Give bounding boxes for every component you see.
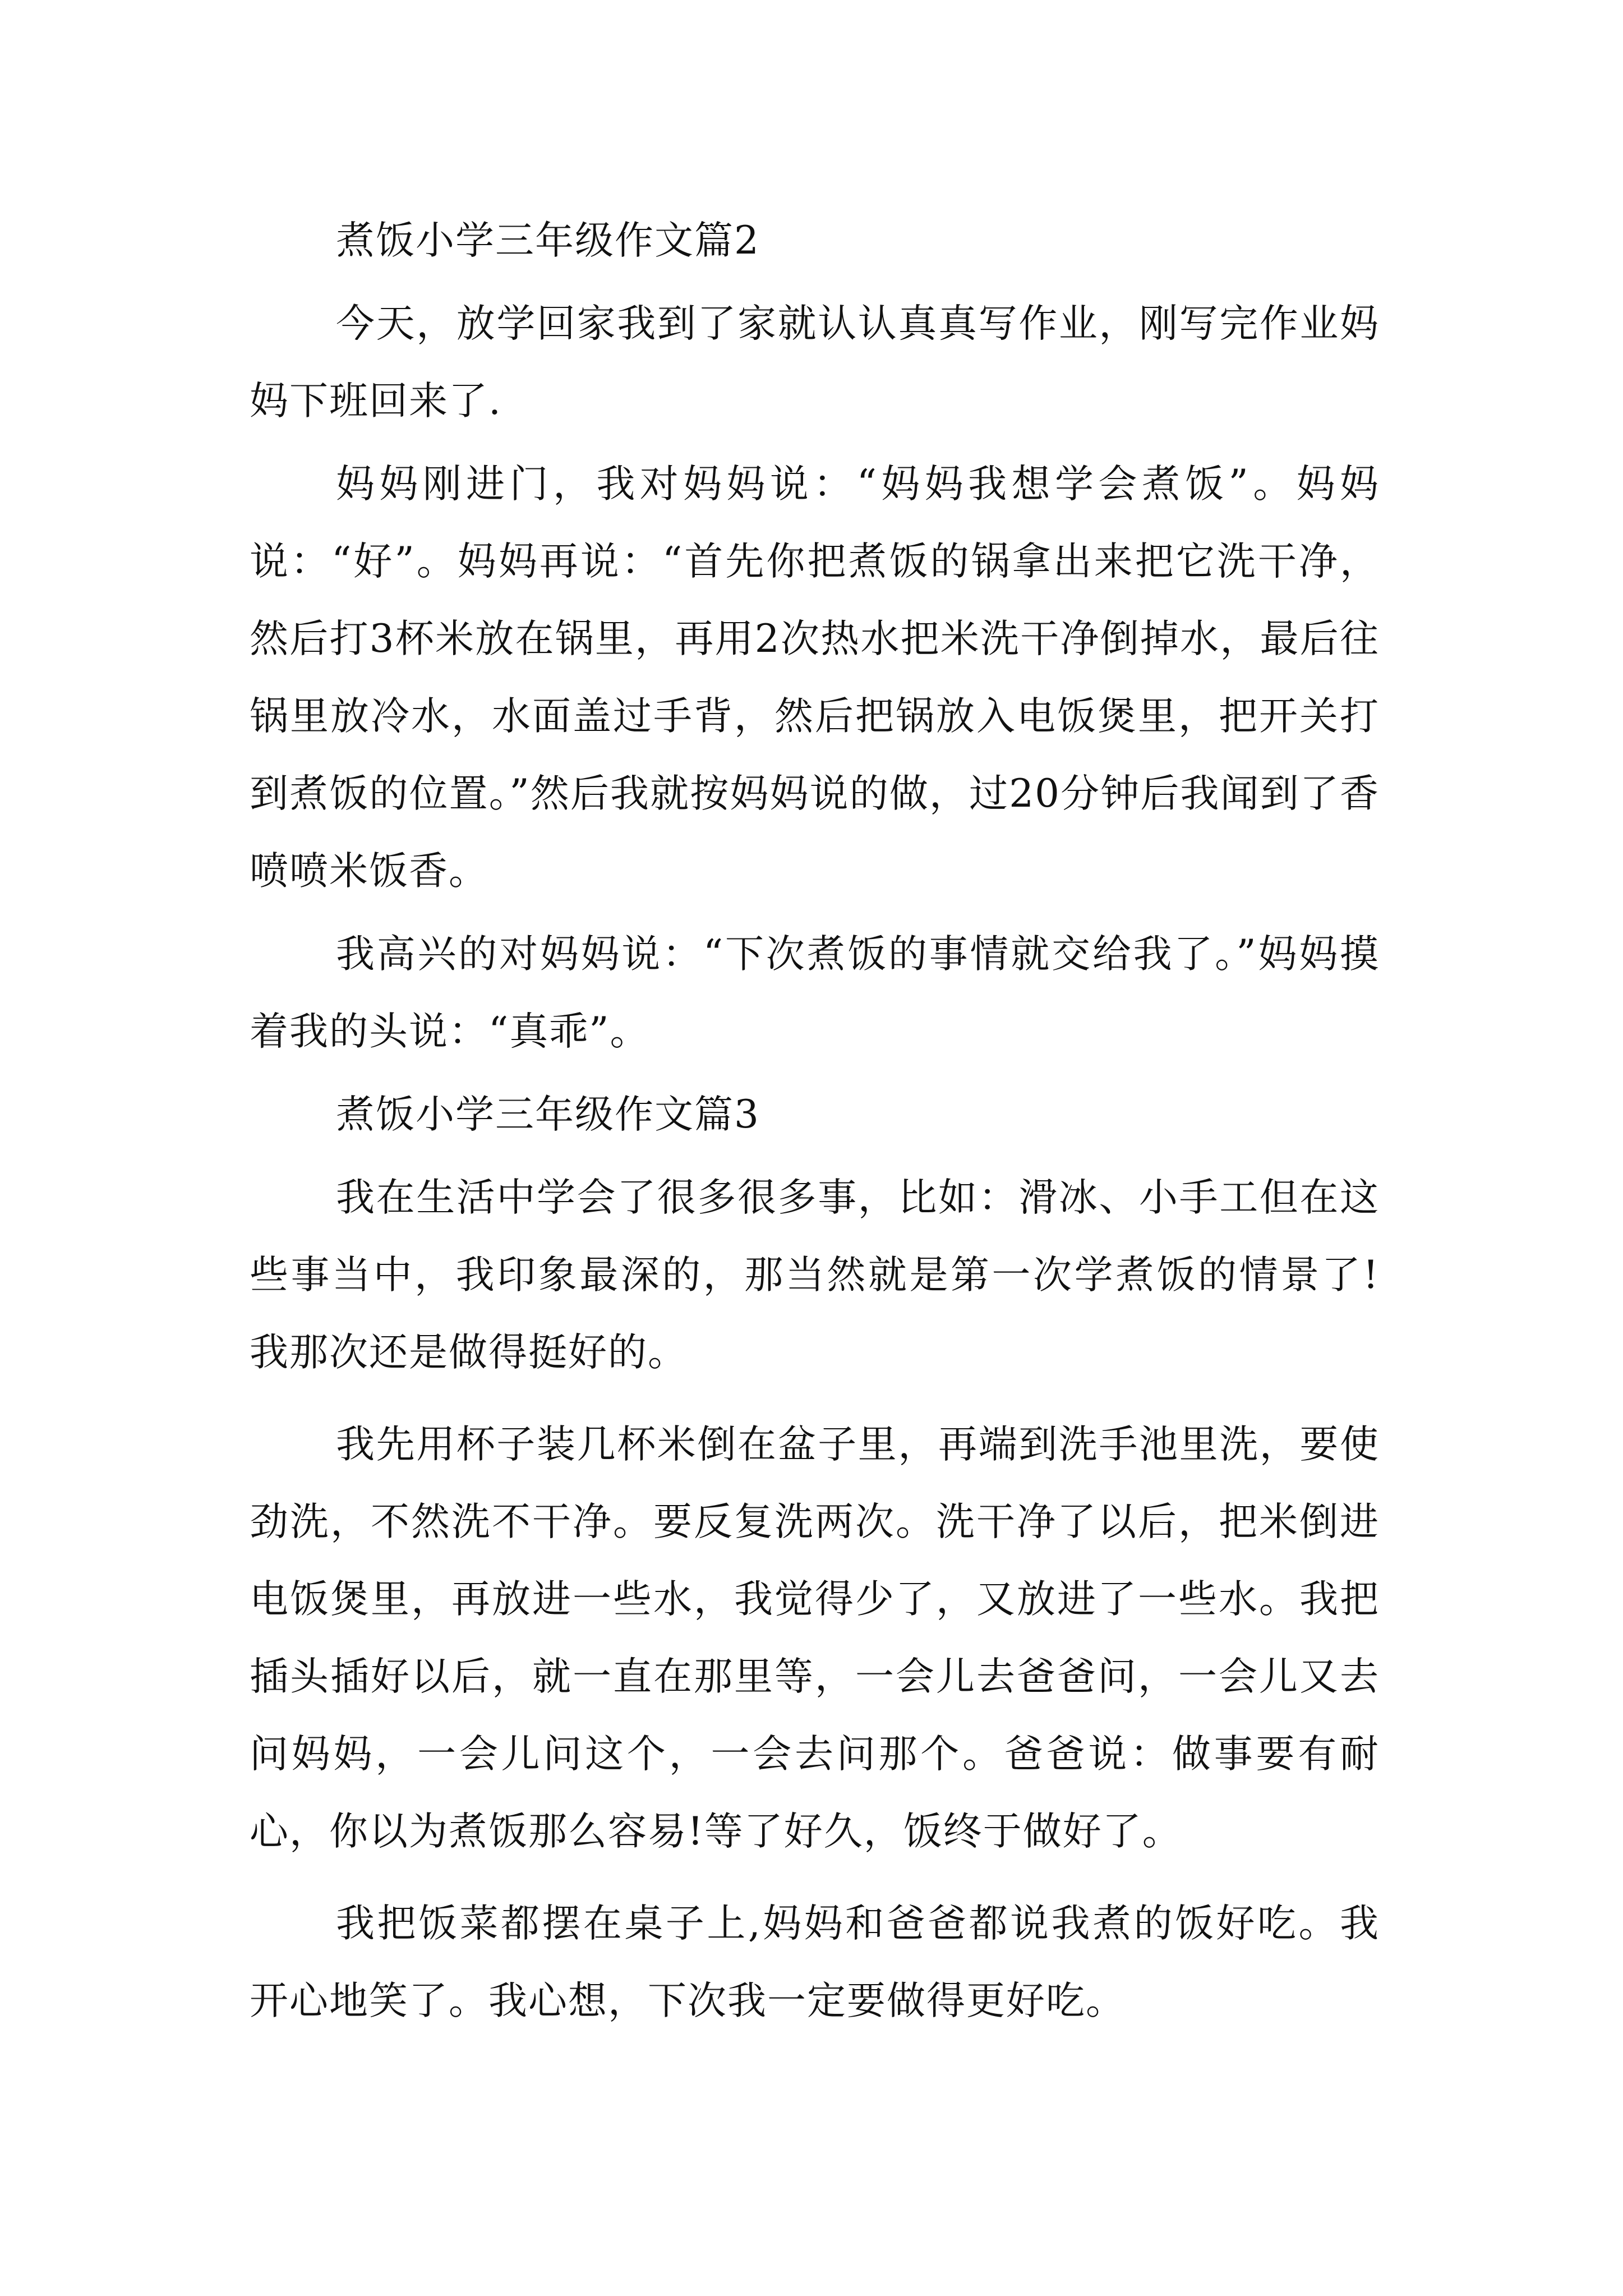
paragraph: 妈妈刚进门，我对妈妈说：“妈妈我想学会煮饭”。妈妈说：“好”。妈妈再说：“首先你把煮饭的锅拿出来把它洗干净，然后打3杯米放在锅里，再用2次热水把米洗干净倒掉水，最后往锅里放冷水，水面盖过手背，然后把锅放入电饭煲里，把开关打到煮饭的位置。”然后我就按妈妈说的做，过20分钟后我闻到了香喷喷米饭香。 xyxy=(250,462,1380,894)
essay-title-3: 煮饭小学三年级作文篇3 xyxy=(336,1092,760,1137)
paragraph: 我在生活中学会了很多很多事，比如：滑冰、小手工但在这些事当中，我印象最深的，那当然就是第一次学煮饭的情景了!我那次还是做得挺好的。 xyxy=(250,1175,1380,1375)
essay-title-2: 煮饭小学三年级作文篇2 xyxy=(336,218,760,263)
paragraph: 我高兴的对妈妈说：“下次煮饭的事情就交给我了。”妈妈摸着我的头说：“真乖”。 xyxy=(250,932,1380,1054)
paragraph: 我把饭菜都摆在桌子上,妈妈和爸爸都说我煮的饭好吃。我开心地笑了。我心想，下次我一定要做得更好吃。 xyxy=(250,1901,1380,2023)
paragraph: 我先用杯子装几杯米倒在盆子里，再端到洗手池里洗，要使劲洗，不然洗不干净。要反复洗两次。洗干净了以后，把米倒进电饭煲里，再放进一些水，我觉得少了，又放进了一些水。我把插头插好以后，就一直在那里等，一会儿去爸爸问，一会儿又去问妈妈，一会儿问这个，一会去问那个。爸爸说：做事要有耐心，你以为煮饭那么容易!等了好久，饭终于做好了。 xyxy=(250,1422,1380,1854)
paragraph: 今天，放学回家我到了家就认认真真写作业，刚写完作业妈妈下班回来了. xyxy=(250,301,1380,424)
essay-body xyxy=(250,202,1380,2040)
